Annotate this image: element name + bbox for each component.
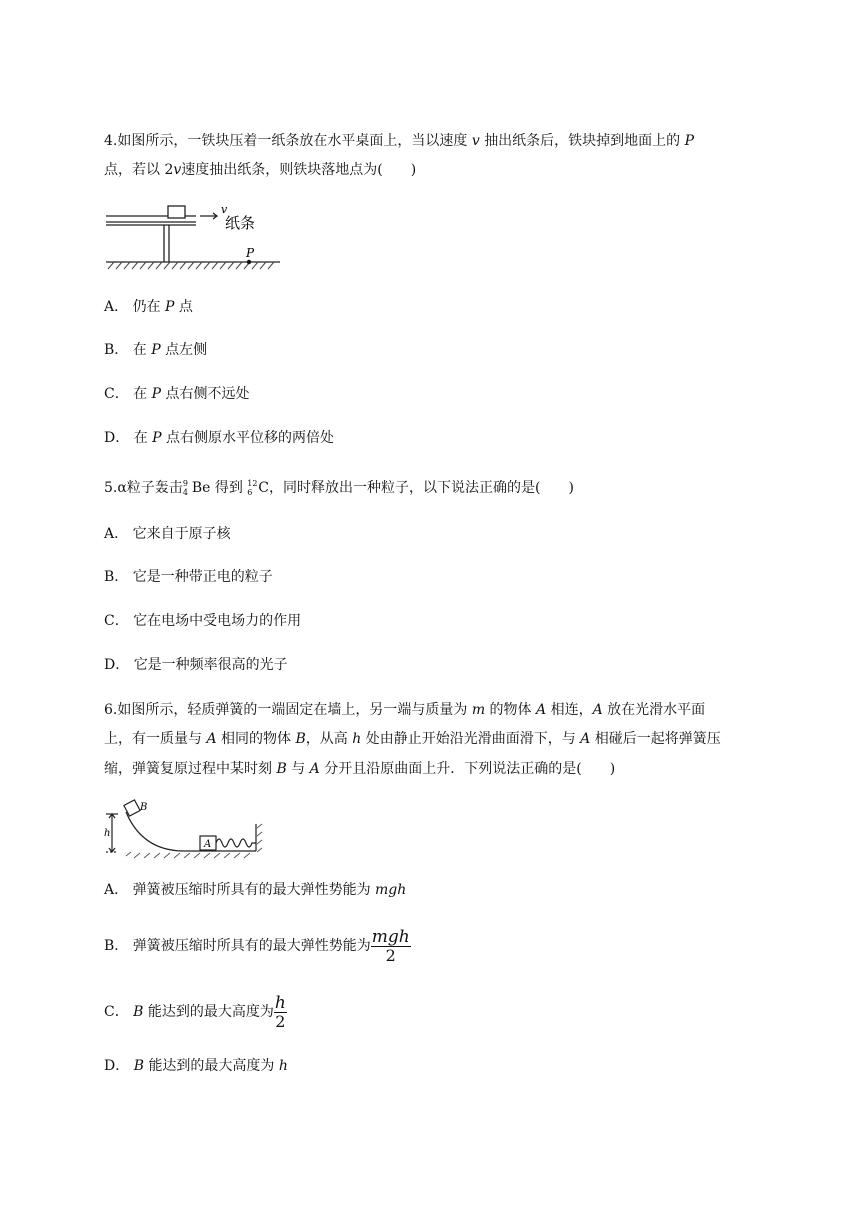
q4-option-a[interactable]: A． 仍在 P 点 bbox=[104, 299, 193, 315]
q5-stem: 5.α粒子轰击 9 4 Be 得到 12 6 C，同时释放出一种粒子，以下说法正确的是( ) bbox=[104, 479, 574, 497]
fig-a-label: A bbox=[204, 839, 212, 850]
fig-v-label: v bbox=[221, 203, 228, 216]
q5-option-c[interactable]: C． 它在电场中受电场力的作用 bbox=[104, 613, 302, 629]
fig-p-label: P bbox=[246, 246, 255, 260]
q6-option-a[interactable]: A． 弹簧被压缩时所具有的最大弹性势能为 mgh bbox=[104, 882, 407, 898]
q5-option-a[interactable]: A． 它来自于原子核 bbox=[104, 526, 231, 542]
q5-option-b[interactable]: B． 它是一种带正电的粒子 bbox=[104, 569, 273, 585]
q4-stem-line-2: 点，若以 2v速度抽出纸条，则铁块落地点为( ) bbox=[104, 162, 417, 178]
point-p-marker bbox=[247, 260, 251, 264]
q4-option-b[interactable]: B． 在 P 点左侧 bbox=[104, 342, 208, 358]
fig-h-label: h bbox=[104, 828, 111, 839]
q6-stem-line-2: 上，有一质量与 A 相同的物体 B，从高 h 处由静止开始沿光滑曲面滑下，与 A 相碰后一起将弹簧压 bbox=[104, 731, 721, 747]
q4-option-d[interactable]: D． 在 P 点右侧原水平位移的两倍处 bbox=[104, 430, 335, 446]
q6-figure bbox=[104, 798, 264, 860]
fraction-mgh-over-2: $\frac{\text{mgh}}{2}$ bbox=[371, 926, 410, 965]
fig-paper-label: 纸条 bbox=[225, 214, 256, 232]
q4-stem-line-1: 4.如图所示，一铁块压着一纸条放在水平桌面上，当以速度 v 抽出纸条后，铁块掉到地面上的 P bbox=[104, 133, 695, 149]
q6-stem-line-1: 6.如图所示，轻质弹簧的一端固定在墙上，另一端与质量为 m 的物体 A 相连，A 放在光滑水平面 bbox=[104, 702, 706, 718]
q6-stem-line-3: 缩，弹簧复原过程中某时刻 B 与 A 分开且沿原曲面上升．下列说法正确的是( ) bbox=[104, 761, 616, 777]
q6-option-c[interactable]: C． B 能达到的最大高度为 $\frac{h}{2}$ bbox=[104, 992, 286, 1031]
be-nuclide-numbers: 9 4 bbox=[182, 479, 188, 497]
q6-option-d[interactable]: D． B 能达到的最大高度为 h bbox=[104, 1058, 288, 1074]
c-nuclide-numbers: 12 6 bbox=[247, 479, 258, 497]
q4-option-c[interactable]: C． 在 P 点右侧不远处 bbox=[104, 386, 250, 402]
q5-option-d[interactable]: D． 它是一种频率很高的光子 bbox=[104, 657, 288, 673]
q4-figure bbox=[104, 200, 286, 270]
q6-option-b[interactable]: B． 弹簧被压缩时所具有的最大弹性势能为 $\frac{\text{mgh}}{2}$ bbox=[104, 926, 410, 965]
fraction-h-over-2: $\frac{h}{2}$ bbox=[274, 992, 286, 1031]
fig-b-label: B bbox=[140, 802, 148, 813]
